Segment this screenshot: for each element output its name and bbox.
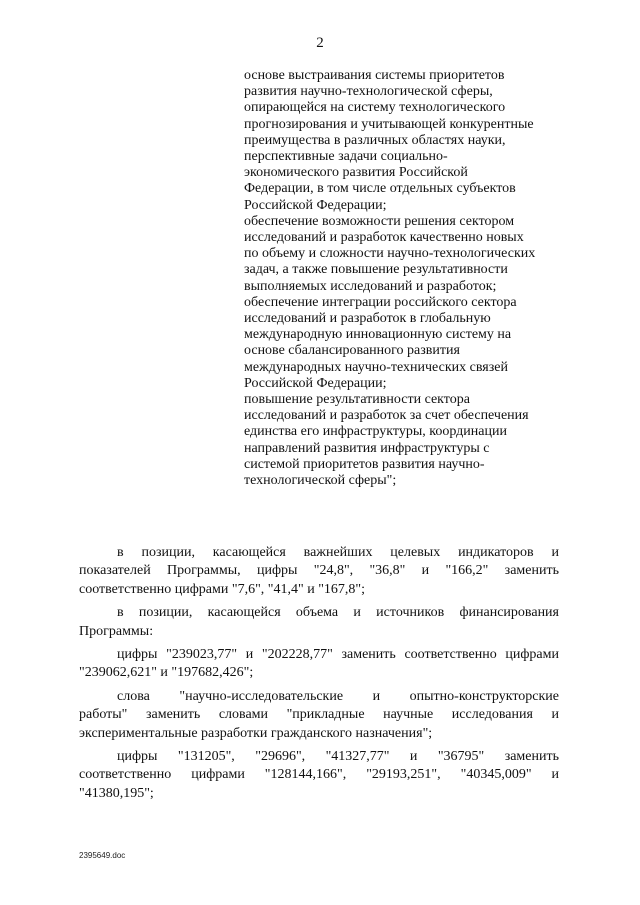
paragraph-figures-totals [79, 646, 559, 683]
document-body [79, 544, 559, 808]
column-line: международных научно-технических связей [244, 359, 508, 375]
paragraph-row: показателей Программы, цифры "24,8", "36,8" и "166,2" заменить [79, 563, 559, 579]
column-line: обеспечение возможности решения сектором [244, 213, 515, 229]
column-line: системой приоритетов развития научно- [244, 456, 485, 472]
column-line: повышение результативности сектора [244, 392, 470, 408]
column-line: перспективные задачи социально- [244, 149, 448, 165]
paragraph-figures-detail [79, 748, 559, 803]
paragraph-row: соответственно цифрами "128144,166", "29193,251", "40345,009" и [79, 767, 559, 783]
column-line: опирающейся на систему технологического [244, 100, 506, 116]
paragraph-words-replacement [79, 688, 559, 743]
paragraph-financing [79, 604, 559, 641]
paragraph-row: в позиции, касающейся объема и источников финансирования [117, 605, 559, 621]
quoted-text-column [244, 68, 574, 489]
column-line: технологической сферы"; [244, 473, 397, 489]
paragraph-row: слова "научно-исследовательские и опытно-конструкторские [117, 688, 559, 704]
column-line: экономического развития Российской [244, 165, 468, 181]
page-number: 2 [316, 35, 324, 51]
column-line: исследований и разработок в глобальную [244, 311, 491, 327]
paragraph-row: "239062,621" и "197682,426"; [79, 665, 254, 681]
column-line: основе выстраивания системы приоритетов [244, 68, 505, 83]
paragraph-row: цифры "131205", "29696", "41327,77" и "36795" заменить [117, 749, 559, 765]
column-line: международную инновационную систему на [244, 327, 512, 343]
paragraph-row: в позиции, касающейся важнейших целевых индикаторов и [117, 545, 559, 560]
paragraph-row: цифры "239023,77" и "202228,77" заменить соответственно цифрами [117, 647, 559, 663]
paragraph-row: Программы: [79, 623, 154, 639]
paragraph-row: "41380,195"; [79, 785, 154, 801]
column-line: Российской Федерации; [244, 375, 387, 391]
column-line: преимущества в различных областях науки, [244, 132, 506, 148]
footer-filename: 2395649.doc [79, 851, 126, 860]
column-line: обеспечение интеграции российского сектора [244, 294, 517, 310]
column-line: исследований и разработок за счет обеспечения [244, 408, 529, 424]
paragraph-row: работы" заменить словами "прикладные научные исследования и [79, 707, 559, 723]
paragraph-row: экспериментальные разработки гражданского назначения"; [79, 725, 433, 741]
column-line: задач, а также повышение результативности [244, 262, 508, 278]
column-line: направлений развития инфраструктуры с [244, 440, 490, 456]
column-line: прогнозирования и учитывающей конкурентные [244, 116, 534, 132]
column-line: по объему и сложности научно-технологических [244, 246, 536, 262]
column-line: основе сбалансированного развития [244, 343, 460, 359]
column-line: Федерации, в том числе отдельных субъектов [244, 181, 516, 197]
column-line: развития научно-технологической сферы, [244, 84, 493, 100]
paragraph-row: соответственно цифрами "7,6", "41,4" и "167,8"; [79, 581, 366, 597]
column-line: Российской Федерации; [244, 197, 387, 213]
column-line: выполняемых исследований и разработок; [244, 278, 497, 294]
paragraph-indicators [79, 544, 559, 599]
column-line: исследований и разработок качественно новых [244, 230, 524, 246]
column-line: единства его инфраструктуры, координации [244, 424, 507, 440]
